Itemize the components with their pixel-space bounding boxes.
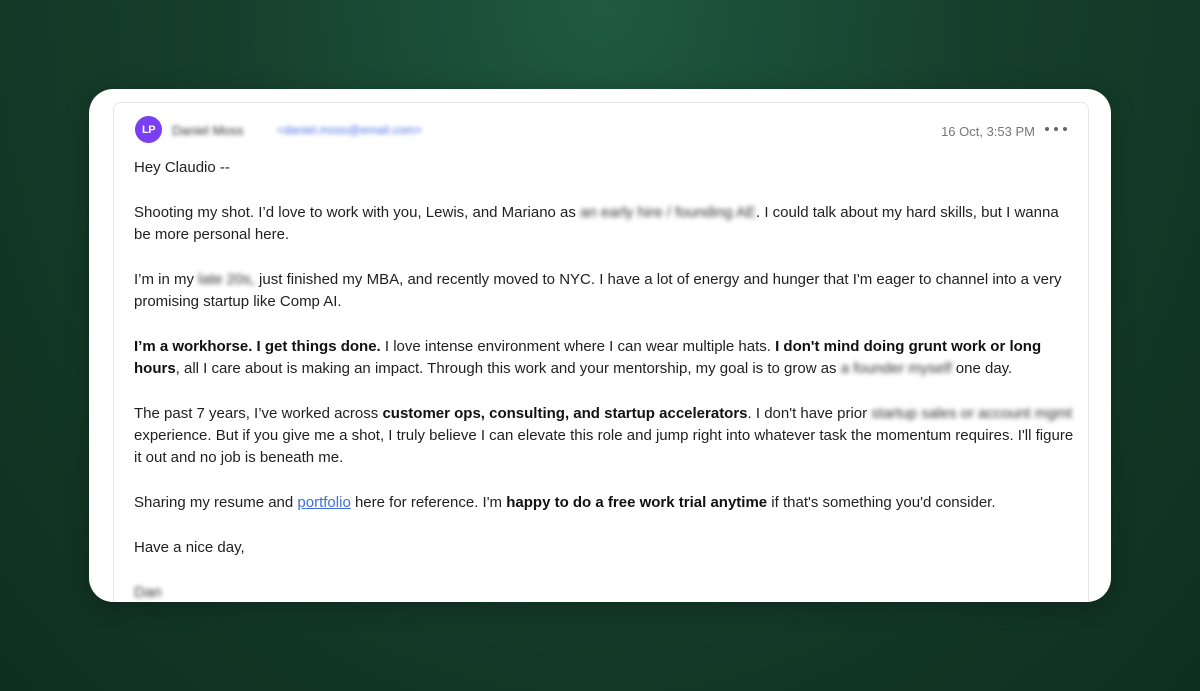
redacted-text: an early hire / founding AE: [580, 204, 757, 221]
email-body: [134, 157, 1074, 602]
avatar[interactable]: [135, 116, 162, 143]
paragraph-1: Shooting my shot. I’d love to work with you, Lewis, and Mariano as an early hire / founding AE. I could talk about my hard skills, but I wanna be more personal here.: [134, 204, 1059, 243]
avatar-initials: LP: [141, 123, 156, 136]
paragraph-3: I’m a workhorse. I get things done. I love intense environment where I can wear multiple hats. I don't mind doing grunt work or long hours, all I care about is making an impact. Through this work and your mentorship, my goal is to grow as a founder myself one day.: [134, 338, 1042, 377]
ellipsis-horizontal-icon[interactable]: [1045, 122, 1067, 136]
portfolio-link[interactable]: portfolio: [297, 494, 351, 511]
email-header: [114, 103, 1088, 147]
email-card: [89, 89, 1111, 602]
paragraph-4: The past 7 years, I’ve worked across customer ops, consulting, and startup accelerators. I don't have prior startup sales or account mgmt experience. But if you give me a shot, I truly believe I can elevate this role and jump right into whatever task the momentum requires. I'll figure it out and no job is beneath me.: [134, 405, 1074, 466]
email-message: [113, 102, 1089, 602]
closing: Have a nice day,: [134, 539, 245, 556]
paragraph-2: I’m in my late 20s, just finished my MBA, and recently moved to NYC. I have a lot of energy and hunger that I'm eager to channel into a very promising startup like Comp AI.: [134, 271, 1062, 310]
redacted-text: late 20s,: [198, 271, 255, 288]
sender-email[interactable]: <daniel.moss@email.com>: [277, 123, 422, 137]
sender-name[interactable]: Daniel Moss: [172, 123, 244, 138]
paragraph-5: Sharing my resume and portfolio here for reference. I'm happy to do a free work trial anytime if that's something you'd consider.: [134, 494, 996, 511]
redacted-text: a founder myself: [840, 360, 952, 377]
message-timestamp: 16 Oct, 3:53 PM: [941, 124, 1035, 139]
greeting: Hey Claudio --: [134, 159, 230, 176]
redacted-text: startup sales or account mgmt: [871, 405, 1073, 422]
signature: Dan: [134, 584, 162, 601]
